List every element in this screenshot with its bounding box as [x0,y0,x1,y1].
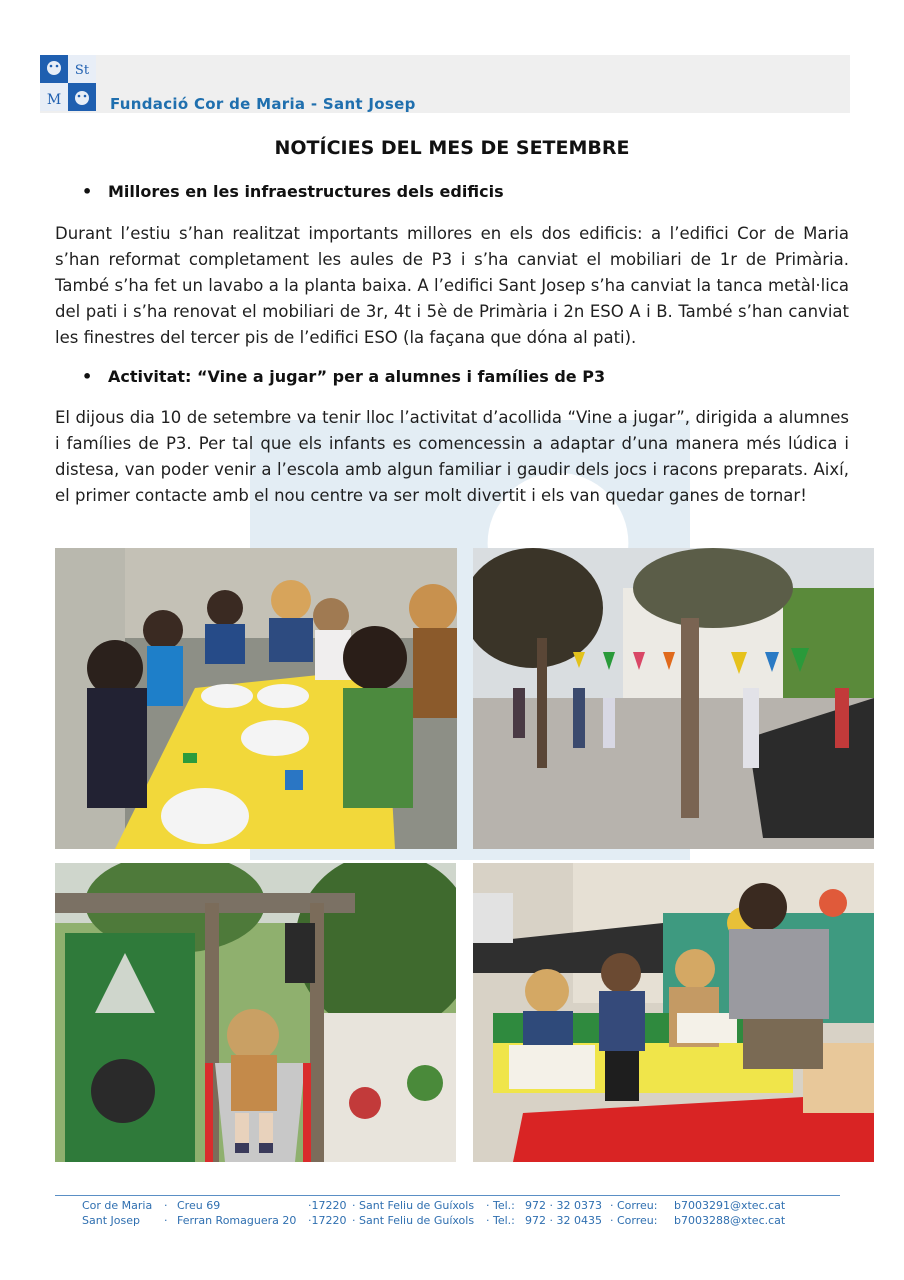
footer-building-name: Sant Josep [82,1214,140,1227]
footer-postal-code: ·17220 [308,1199,347,1212]
footer-mail-label: · Correu: [610,1199,658,1212]
photo-reading-bench [473,863,874,1162]
section-heading-activity [82,367,605,386]
photo-children-clay-table [55,548,457,849]
bullet-point: • [82,182,93,201]
logo-letters-bottom: M [46,92,62,108]
footer-separator: · [164,1199,168,1212]
section-heading-text: Activitat: “Vine a jugar” per a alumnes i famílies de P3 [108,367,606,386]
footer-building-name: Cor de Maria [82,1199,153,1212]
footer-mail-label: · Correu: [610,1214,658,1227]
section-body-activity: El dijous dia 10 de setembre va tenir lloc l’activitat d’acollida “Vine a jugar”, dirigida a alumnes i famílies de P3. Per tal que els infants es comencessin a adaptar d’una manera més lúdica i distesa, van poder venir a l’escola amb algun familiar i gaudir dels jocs i racons preparats. Així, el primer contacte amb el nou centre va ser molt divertit i els van quedar ganes de tornar! [55,408,849,505]
footer-email-link[interactable]: b7003291@xtec.cat [674,1199,786,1212]
section-heading-text: Millores en les infraestructures dels edificis [108,182,504,201]
footer-phone: 972 · 32 0373 [525,1199,602,1212]
section-body-infrastructure: Durant l’estiu s’han realitzat importants millores en els dos edificis: a l’edifici Cor de Maria s’han reformat completament les aules de P3 i s’ha canviat el mobiliari de 1r de Primària. També s’ha fet un lavabo a la planta baixa. A l’edifici Sant Josep s’ha canviat la tanca metàl·lica del pati i s’ha renovat el mobiliari de 3r, 4t i 5è de Primària i 2n ESO A i B. També s’han canviat les finestres del tercer pis de l’edifici ESO (la façana que dóna al pati). [55,224,849,347]
footer-city: · Sant Feliu de Guíxols [352,1199,475,1212]
bullet-point: • [82,367,93,386]
photo-playground-slide [55,863,456,1162]
organization-name: Fundació Cor de Maria - Sant Josep [110,95,416,113]
footer-phone: 972 · 32 0435 [525,1214,602,1227]
footer-divider [55,1195,840,1196]
logo-letters-top: St [74,63,90,78]
footer-postal-code: ·17220 [308,1214,347,1227]
footer-tel-label: · Tel.: [486,1199,515,1212]
footer-address: Creu 69 [177,1199,221,1212]
page-title: NOTÍCIES DEL MES DE SETEMBRE [274,137,630,159]
school-logo [40,55,96,111]
photo-schoolyard [473,548,874,849]
footer-city: · Sant Feliu de Guíxols [352,1214,475,1227]
footer-email-link[interactable]: b7003288@xtec.cat [674,1214,786,1227]
footer-tel-label: · Tel.: [486,1214,515,1227]
footer-address: Ferran Romaguera 20 [177,1214,297,1227]
section-heading-infrastructure [82,182,504,201]
footer-separator: · [164,1214,168,1227]
